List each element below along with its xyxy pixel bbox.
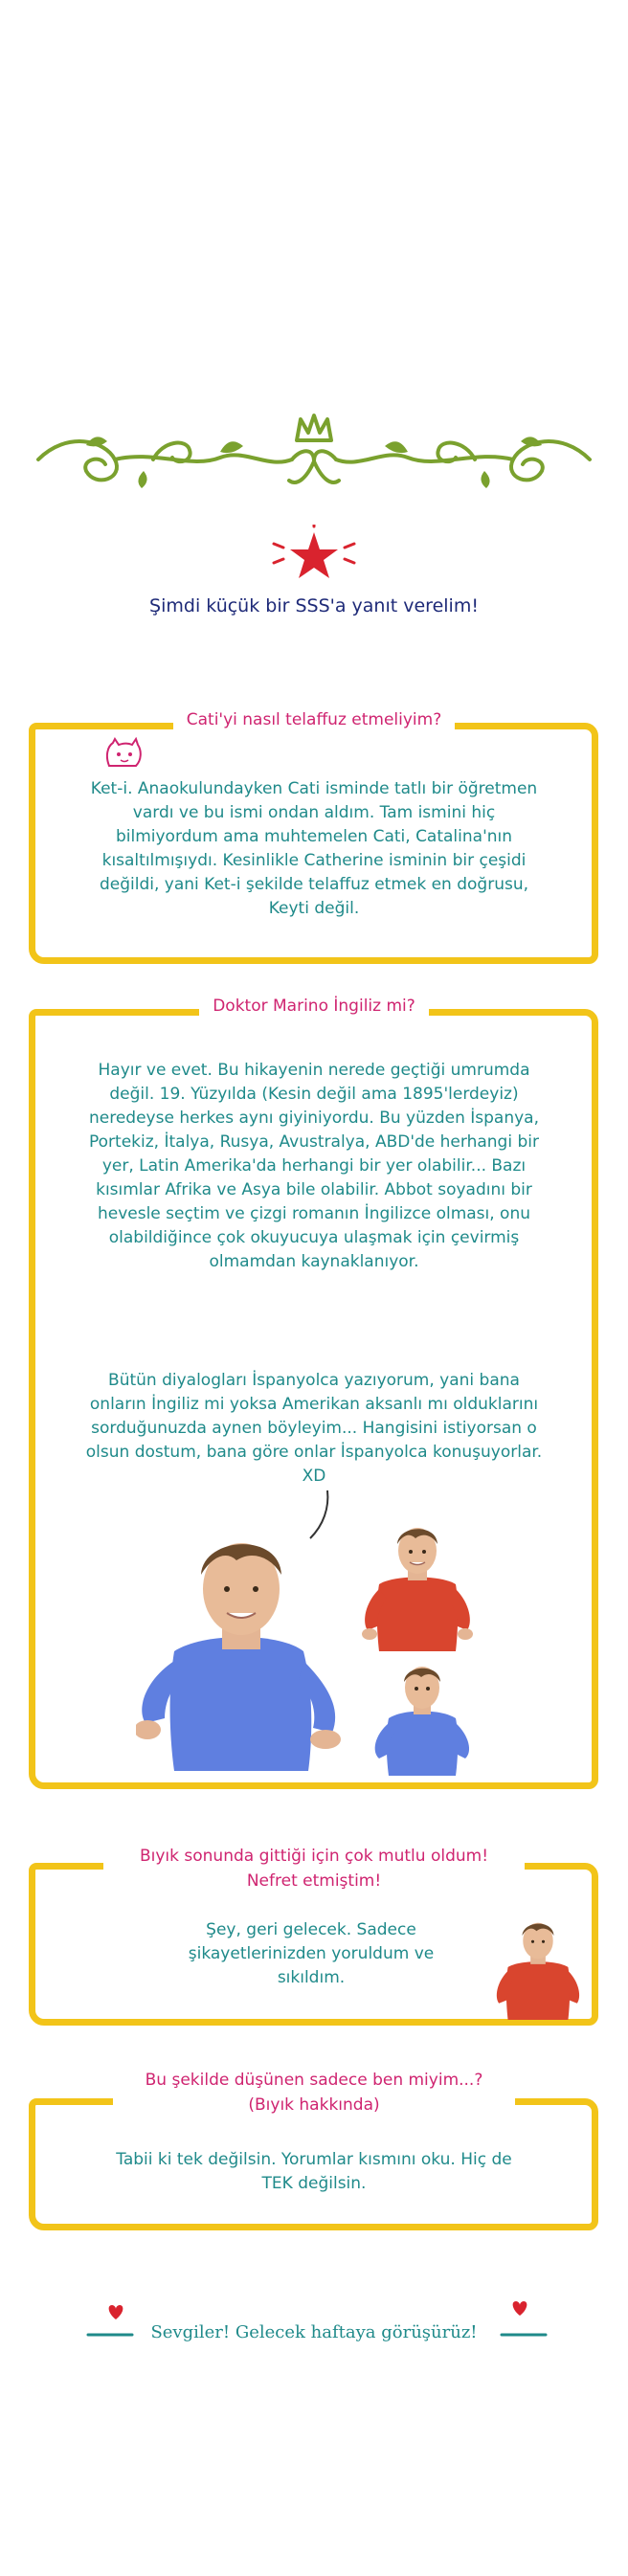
faq-answer-2: Hayır ve evet. Bu hikayenin nerede geçtiği umrumda değil. 19. Yüzyılda (Kesin değil ama 1895'lerdeyiz) neredeyse herkes aynı giyiniyordu. Bu yüzden İspanya, Portekiz, İtalya, Rusya, Avustralya, ABD'de herhangi bir yer, Latin Amerika'da herhangi bir yer olabilir... Bazı kısımlar Afrika ve Asya bile olabilir. Abbot soyadını bir hevesle seçtim ve çizgi romanın İngilizce olması, onu olabildiğince çok okuyucuya ulaşmak için çevirmiş olmamdan kaynaklanıyor. <box>89 1061 539 1271</box>
boy-blue-shirt-illustration <box>136 1517 347 1771</box>
faq-question-4: Bu şekilde düşünen sadece ben miyim...? (Bıyık hakkında) <box>0 2068 628 2117</box>
heart-icon-left <box>105 2301 126 2322</box>
cat-doodle-icon <box>103 737 144 770</box>
decorative-vine-banner <box>29 402 599 507</box>
faq-answer-1: Ket-i. Anaokulundayken Cati isminde tatlı bir öğretmen vardı ve bu ismi ondan aldım. Tam ismini hiç bilmiyordum ama muhtemelen Cati, Catalina'nın kısaltılmışıydı. Kesinlikle Catherine isminin bir çeşidi değildi, yani Ket-i şekilde telaffuz etmek en doğrusu, Keyti değil. <box>90 779 538 918</box>
boy-red-shirt-small-illustration <box>490 1915 586 2020</box>
faq-answer-4: Tabii ki tek değilsin. Yorumlar kısmını oku. Hiç de TEK değilsin. <box>116 2150 512 2193</box>
boy-red-shirt-illustration <box>360 1517 475 1651</box>
red-star-icon <box>0 525 628 592</box>
faq-question-3: Bıyık sonunda gittiği için çok mutlu oldum! Nefret etmiştim! <box>0 1844 628 1893</box>
faq-question-2: Doktor Marino İngiliz mi? <box>0 995 628 1018</box>
boy-small-blue-shirt-illustration <box>370 1661 475 1776</box>
faq-question-1: Cati'yi nasıl telaffuz etmeliyim? <box>0 708 628 731</box>
faq-answer-2b: Bütün diyalogları İspanyolca yazıyorum, yani bana onların İngiliz mi yoksa Amerikan aksanlı mı olduklarını sorduğunuzda aynen böyleyim... Hangisini istiyorsan o olsun dostum, bana göre onlar İspanyolca konuşuyorlar. XD <box>85 1371 543 1486</box>
faq-intro-heading: Şimdi küçük bir SSS'a yanıt verelim! <box>149 595 479 616</box>
heart-icon-right <box>509 2297 530 2318</box>
signoff-text: Sevgiler! Gelecek haftaya görüşürüz! <box>150 2322 478 2342</box>
faq-answer-3: Şey, geri gelecek. Sadece şikayetlerinizden yoruldum ve sıkıldım. <box>188 1920 435 1987</box>
